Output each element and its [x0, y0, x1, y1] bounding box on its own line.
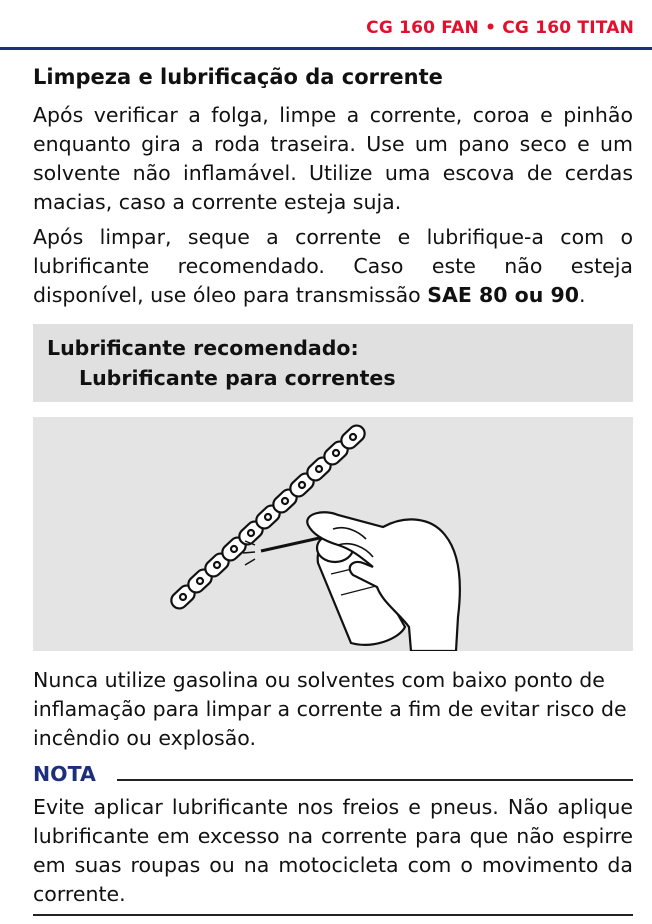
chain-spray-icon	[33, 417, 633, 651]
chain-pin	[231, 546, 237, 552]
note-divider	[117, 779, 633, 781]
chain-lubrication-illustration	[33, 417, 633, 651]
oil-spec: SAE 80 ou 90	[427, 283, 580, 307]
header-divider	[0, 47, 652, 50]
chain-pin	[350, 434, 356, 440]
recommended-lubricant-label: Lubrificante recomendado:	[47, 336, 359, 360]
lubrication-paragraph-text: Após limpar, seque a corrente e lubrifique-a com o lubrificante recomendado. Caso este não esteja disponível, use óleo para transmissão	[33, 225, 633, 307]
chain-pin	[214, 562, 220, 568]
section-title: Limpeza e lubrificação da corrente	[33, 65, 443, 89]
note-label: NOTA	[33, 762, 96, 786]
warning-paragraph: Nunca utilize gasolina ou solventes com baixo ponto de inflamação para limpar a corrente a fim de evitar risco de incêndio ou explosão.	[33, 668, 627, 750]
chain-pin	[180, 594, 186, 600]
recommended-lubricant-box	[33, 324, 633, 402]
chain-pin	[248, 530, 254, 536]
page-header-models: CG 160 FAN • CG 160 TITAN	[366, 18, 634, 38]
recommended-lubricant-value: Lubrificante para correntes	[79, 366, 396, 390]
note-paragraph: Evite aplicar lubrificante nos freios e pneus. Não aplique lubrificante em excesso na corrente para que não espirre em suas roupas ou na motocicleta com o movimento da corrente.	[33, 795, 633, 906]
note-heading	[33, 758, 633, 788]
lubrication-paragraph	[33, 223, 633, 310]
chain-pin	[316, 466, 322, 472]
cleaning-paragraph: Após verificar a folga, limpe a corrente, coroa e pinhão enquanto gira a roda traseira. Use um pano seco e um solvente não inflamável. Utilize uma escova de cerdas macias, caso a corrente esteja suja.	[33, 103, 633, 214]
chain-pin	[282, 498, 288, 504]
chain-pin	[333, 450, 339, 456]
chain-pin	[197, 578, 203, 584]
chain-pin	[265, 514, 271, 520]
lubrication-paragraph-end: .	[579, 283, 586, 307]
bottom-divider	[33, 914, 633, 916]
chain-pin	[299, 482, 305, 488]
